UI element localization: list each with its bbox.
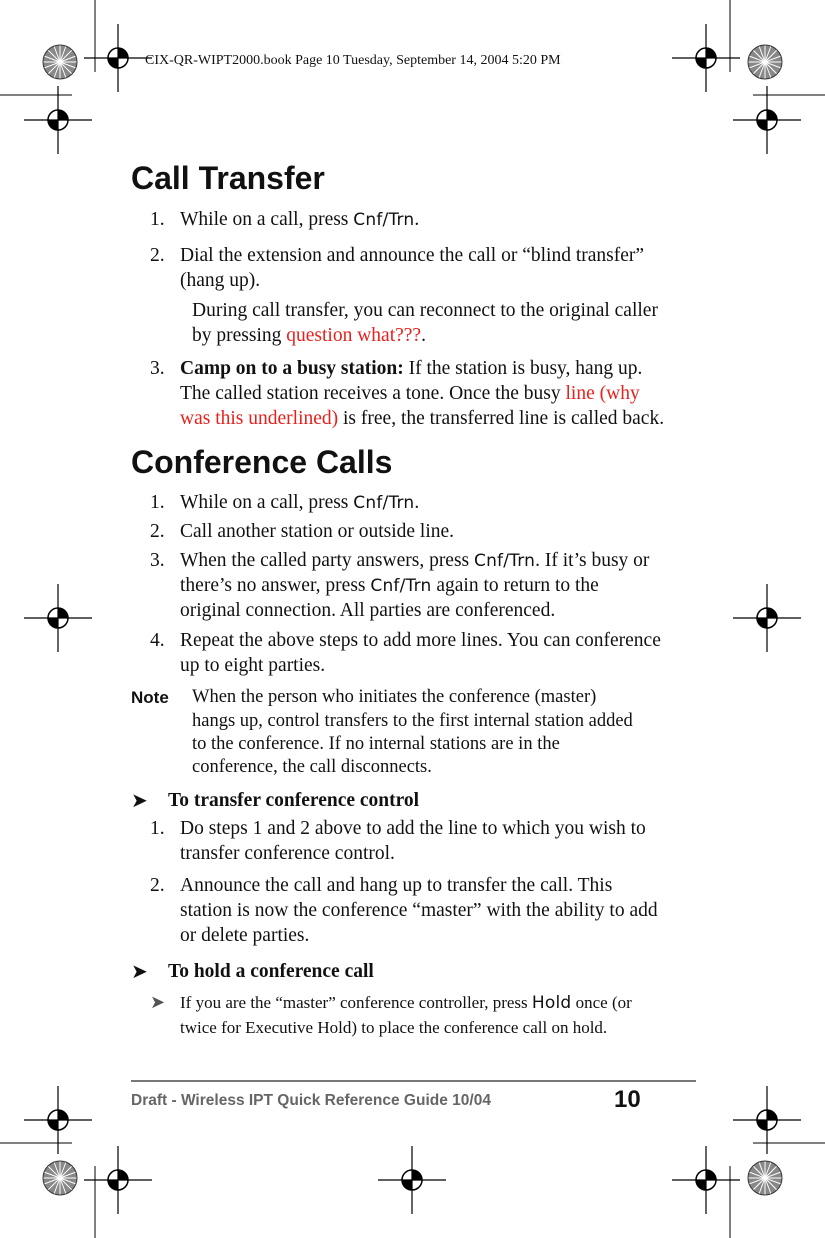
key-label: Hold [531,993,572,1013]
page-number: 10 [614,1086,641,1113]
text-run: If the station is busy, hang up. [403,358,643,379]
key-label: Cnf/Trn [370,576,432,596]
step-text: Do steps 1 and 2 above to add the line to which you wish to [180,818,646,839]
text-run: When the called party answers, press [180,550,475,571]
registration-star-icon [748,1161,782,1195]
note-text: to the conference. If no internal stations are in the [192,734,560,754]
crosshair-icon [24,86,92,154]
note-label: Note [131,688,169,707]
crosshair-icon [24,584,92,652]
step-number: 4. [150,630,165,651]
procedure-title: To transfer conference control [168,790,420,811]
step-number: 1. [150,818,165,839]
procedure-title: To hold a conference call [168,961,374,982]
arrow-bullet-icon: ➤ [131,959,148,983]
step-text [180,381,640,406]
key-label: Cnf/Trn [353,210,415,230]
step-text: Announce the call and hang up to transfer the call. This [180,875,613,896]
step-number: 3. [150,550,165,571]
step-number: 3. [150,358,165,379]
text-run: If you are the “master” conference controller, press [180,993,532,1012]
text-run: by pressing [192,325,287,346]
review-comment: was this underlined) [180,408,339,429]
step-text [180,207,419,233]
text-run: While on a call, press [180,492,354,513]
step-number: 2. [150,521,165,542]
crosshair-icon [733,1086,801,1154]
arrow-bullet-icon: ➤ [150,992,166,1013]
crosshair-icon [84,24,152,92]
step-heading: Camp on to a busy station: [180,358,404,379]
text-run: . If it’s busy or [535,550,650,571]
section-title-conference-calls: Conference Calls [131,444,393,480]
step-text [180,548,649,574]
step-text [180,406,664,431]
review-comment: line (why [565,383,640,404]
step-text [180,990,632,1016]
text-run: While on a call, press [180,209,354,230]
text-run: . [414,492,420,513]
print-header-line: CIX-QR-WIPT2000.book Page 10 Tuesday, September 14, 2004 5:20 PM [145,53,561,68]
footer-rule [131,1080,696,1082]
step-text: twice for Executive Hold) to place the conference call on hold. [180,1018,608,1037]
tip-text: During call transfer, you can reconnect to the original caller [192,300,658,321]
crosshair-icon [733,584,801,652]
text-run: . [414,209,420,230]
text-run: once (or [571,993,632,1012]
note-text: hangs up, control transfers to the first internal station added [192,711,633,731]
step-text [180,356,642,381]
note-text: When the person who initiates the conference (master) [192,687,597,707]
step-text: (hang up). [180,270,261,291]
text-run: again to return to the [431,575,599,596]
note-text: conference, the call disconnects. [192,757,432,777]
footer-text: Draft - Wireless IPT Quick Reference Guide 10/04 [131,1092,491,1109]
section-title-call-transfer: Call Transfer [131,160,325,196]
crosshair-icon [24,1086,92,1154]
step-number: 1. [150,492,165,513]
step-text: up to eight parties. [180,655,326,676]
text-run: . [421,325,426,346]
registration-star-icon [748,45,782,79]
step-text: Repeat the above steps to add more lines. You can conference [180,630,661,651]
crosshair-icon [378,1146,446,1214]
text-run: The called station receives a tone. Once the busy [180,383,566,404]
tip-text [192,323,426,348]
step-number: 2. [150,875,165,896]
step-text [180,573,599,599]
step-text: or delete parties. [180,925,310,946]
key-label: Cnf/Trn [353,493,415,513]
registration-star-icon [43,45,77,79]
text-run: is free, the transferred line is called back. [338,408,665,429]
step-text: original connection. All parties are conferenced. [180,600,556,621]
step-text: Dial the extension and announce the call or “blind transfer” [180,245,645,266]
arrow-bullet-icon: ➤ [131,788,148,812]
crosshair-icon [733,86,801,154]
review-comment: question what??? [286,325,422,346]
registration-star-icon [43,1161,77,1195]
crosshair-icon [84,1146,152,1214]
step-number: 1. [150,209,165,230]
step-text [180,490,419,516]
step-number: 2. [150,245,165,266]
key-label: Cnf/Trn [474,551,536,571]
step-text: station is now the conference “master” with the ability to add [180,900,658,921]
step-text: Call another station or outside line. [180,521,455,542]
text-run: there’s no answer, press [180,575,371,596]
step-text: transfer conference control. [180,843,395,864]
